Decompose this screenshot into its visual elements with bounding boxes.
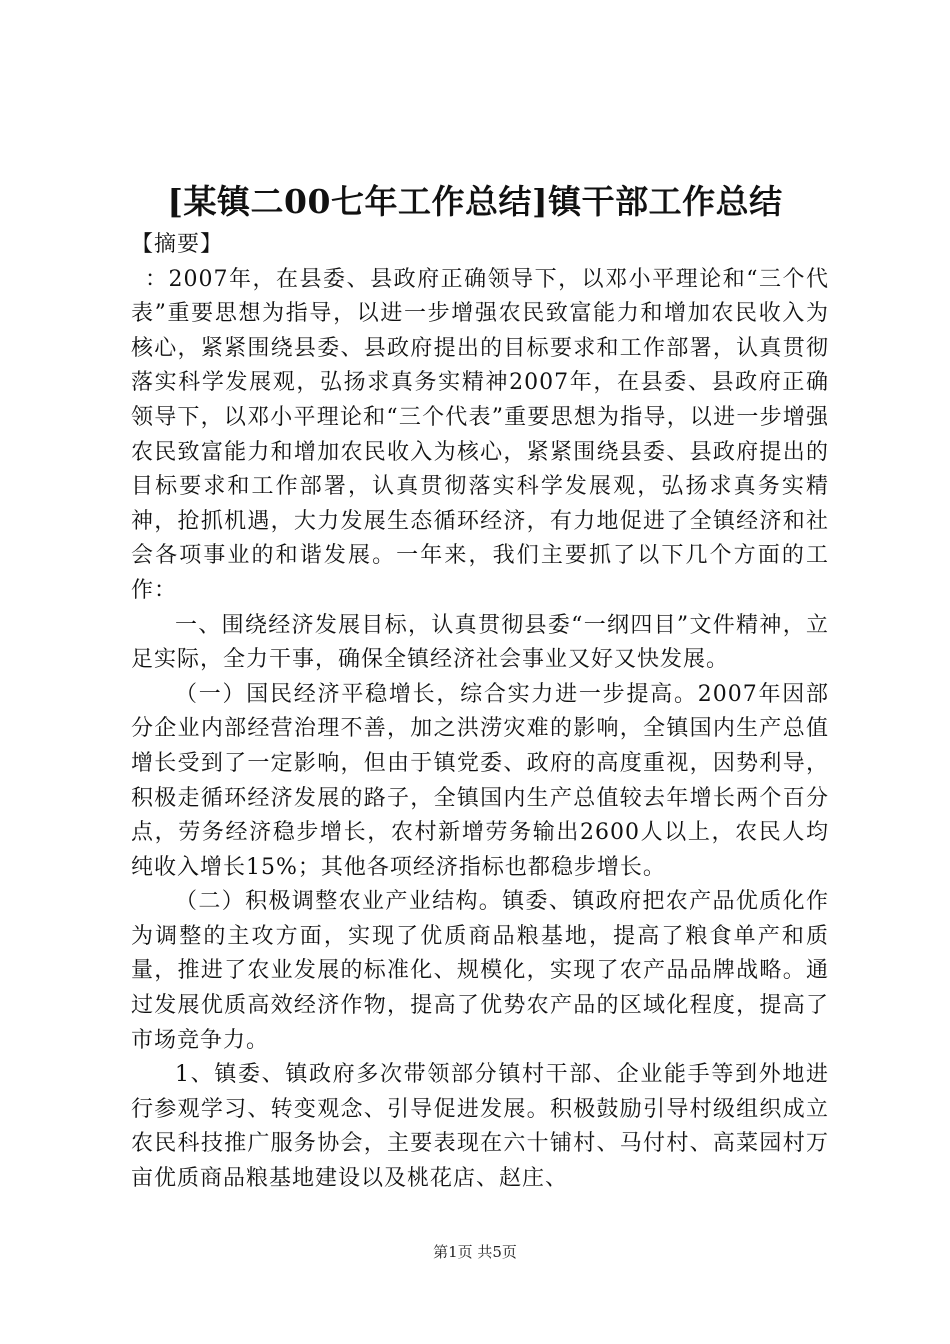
abstract-label: 【摘要】 [131, 232, 224, 257]
paragraph-section-1: 一、围绕经济发展目标，认真贯彻县委“一纲四目”文件精神，立足实际，全力干事，确保全镇经济社会事业又好又快发展。 [131, 612, 829, 673]
paragraph-item-1: 1、镇委、镇政府多次带领部分镇村干部、企业能手等到外地进行参观学习、转变观念、引导促进发展。积极鼓励引导村级组织成立农民科技推广服务协会，主要表现在六十铺村、马付村、高菜园村万亩优质商品粮基地建设以及桃花店、赵庄、 [131, 1062, 829, 1192]
paragraph-intro: ：2007年，在县委、县政府正确领导下，以邓小平理论和“三个代表”重要思想为指导，以进一步增强农民致富能力和增加农民收入为核心，紧紧围绕县委、县政府提出的目标要求和工作部署，认真贯彻落实科学发展观，弘扬求真务实精神2007年，在县委、县政府正确领导下，以邓小平理论和“三个代表”重要思想为指导，以进一步增强农民致富能力和增加农民收入为核心，紧紧围绕县委、县政府提出的目标要求和工作部署，认真贯彻落实科学发展观，弘扬求真务实精神，抢抓机遇，大力发展生态循环经济，有力地促进了全镇经济和社会各项事业的和谐发展。一年来，我们主要抓了以下几个方面的工作： [131, 266, 829, 603]
document-body [131, 228, 829, 1197]
paragraph-subsection-1: （一）国民经济平稳增长，综合实力进一步提高。2007年因部分企业内部经营治理不善，加之洪涝灾难的影响，全镇国内生产总值增长受到了一定影响，但由于镇党委、政府的高度重视，因势利导，积极走循环经济发展的路子，全镇国内生产总值较去年增长两个百分点，劳务经济稳步增长，农村新增劳务输出2600人以上，农民人均纯收入增长15%；其他各项经济指标也都稳步增长。 [131, 681, 829, 880]
page-footer: 第1页 共5页 [433, 1243, 517, 1261]
document-title: [某镇二00七年工作总结]镇干部工作总结 [167, 182, 783, 221]
paragraph-subsection-2: （二）积极调整农业产业结构。镇委、镇政府把农产品优质化作为调整的主攻方面，实现了优质商品粮基地，提高了粮食单产和质量，推进了农业发展的标准化、规模化，实现了农产品品牌战略。通过发展优质高效经济作物，提高了优势农产品的区域化程度，提高了市场竞争力。 [131, 889, 829, 1053]
